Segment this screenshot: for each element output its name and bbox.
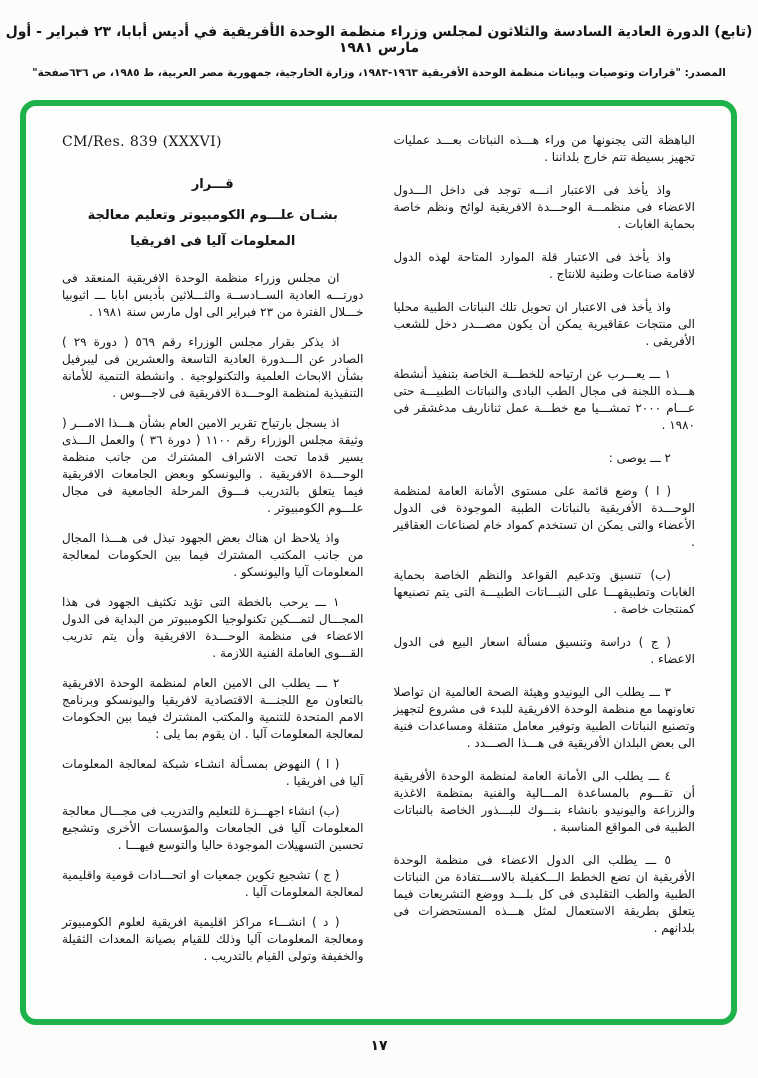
resolution-title-word: قـــرار <box>191 177 234 192</box>
paragraph: واذ يلاحظ ان هناك بعض الجهود تبذل فى هـــذا المجال من جانب المكتب المشترك فيما بين الحكومات لمعالجة المعلومات آليا واليونسكو . <box>62 531 364 580</box>
numbered-clause: ٥ ـــ يطلب الى الدول الاعضاء فى منظمة الوحدة الأفريقية ان تضع الخطط الـــكفيلة بالاســـتفادة من النباتات الطبية والطب التقليدى فى كل بلـــد ووضع التشريعات فيما يتعلق بطريقة الاستعمال لمثل هـــذه المستحضرات فى بلدانهم . <box>393 853 695 935</box>
sub-item: (ب) انشاء اجهـــزة للتعليم والتدريب فى مجـــال معالجة المعلومات آليا فى الجامعات والمؤسسات الأخرى وتشجيع تحسين التسهيلات الموجودة حاليا والتوسع فيهـــا . <box>62 804 364 853</box>
sub-item: ( ا ) النهوض بمسـألة انشـاء شبكة لمعالجة المعلومات آليا فى افريقيا . <box>62 757 364 789</box>
session-title: (تابع) الدورة العادية السادسة والثلاثون لمجلس وزراء منظمة الوحدة الأفريقية في أديس أبابا، ٢٣ فبراير - أول مارس ١٩٨١ <box>5 24 753 56</box>
right-column <box>394 132 696 1001</box>
sub-item: ( ا ) وضع قائمة على مستوى الأمانة العامة لمنظمة الوحـــدة الأفريقية بالنباتات الطبية الموجودة فى الدول الأعضاء والتى يمكن ان تستخدم كمواد خام لصناعات العقاقير . <box>393 484 695 549</box>
continuation-paragraph: الباهظة التى يجنونها من وراء هـــذه النباتات بعـــد عمليات تجهيز بسيطة تتم خارج بلداننا . <box>393 133 695 164</box>
numbered-clause: ٣ ـــ يطلب الى اليونيدو وهيئة الصحة العالمية ان تواصلا تعاونهما مع منظمة الوحدة الافريقية للبدء فى مشروع لتجهيز وتصنيع النباتات الطبية وتوفير معامل متنقلة ومساعدات فنية الى بعض البلدان الأفريقية فى هـــذا الصـــدد . <box>393 685 695 750</box>
paragraph: واذ يأخذ فى الاعتبار ان تحويل تلك النباتات الطبية محليا الى منتجات عقاقيرية يمكن أن يكون مصـــدر دخل للشعب الأفريقى . <box>393 300 695 348</box>
paragraph: واذ يأخذ فى الاعتبار قلة الموارد المتاحة لهذه الدول لاقامة صناعات وطنية للانتاج . <box>393 250 695 281</box>
sub-item: ( ج ) دراسة وتنسيق مسألة اسعار البيع فى الدول الاعضاء . <box>393 635 695 666</box>
left-column <box>62 132 364 1001</box>
numbered-clause: ٤ ـــ يطلب الى الأمانة العامة لمنظمة الوحدة الأفريقية أن تقـــوم بالمساعدة المـــالية والفنية بمنظمة الاغذية والزراعة واليونيدو بانشاء بنـــوك للبـــذور الخاصة بالنباتات الطبية فى المواقع المناسبة . <box>393 769 695 834</box>
numbered-clause: ٢ ـــ يوصى : <box>608 451 671 465</box>
page-header <box>0 24 758 79</box>
paragraph: اذ يذكر بقرار مجلس الوزراء رقم ٥٦٩ ( دورة ٢٩ ) الصادر عن الـــدورة العادية التاسعة والعشرين فى ليبرفيل بشأن الابحاث العلمية والتكنولوجية . وانشطة التنمية للأمانة التنفيذية لمنظمة الوحـــدة الافريقية فى لاجـــوس . <box>62 335 364 401</box>
page-number: ١٧ <box>370 1038 388 1054</box>
paragraph: واذ يأخذ فى الاعتبار انـــه توجد فى داخل الـــدول الاعضاء فى منظمـــة الوحـــدة الافريقية لوائح ونظم خاصة بحماية الغابات . <box>393 183 695 231</box>
numbered-clause: ١ ـــ يرحب بالخطة التى تؤيد تكثيف الجهود فى هذا المجـــال لتمـــكين تكنولوجيا الكومبيوتر من البداية فى الدول الاعضاء فى منظمة الوحـــدة الافريقية وأن يتم تدريب القـــوى العاملة الفنية اللازمة . <box>62 595 364 661</box>
sub-item: ( د ) انشـــاء مراكز اقليمية افريقية لعلوم الكومبيوتر ومعالجة المعلومات آليا وذلك للقيام بصيانة المعدات الثقيلة والخفيفة وتولى القيام بالتدريب . <box>62 915 364 964</box>
resolution-frame <box>20 100 737 1025</box>
sub-item: ( ج ) تشجيع تكوين جمعيات او اتحـــادات قومية واقليمية لمعالجة المعلومات آليا . <box>62 868 364 900</box>
resolution-code: CM/Res. 839 (XXXVI) <box>62 134 222 150</box>
paragraph: اذ يسجل بارتياح تقرير الامين العام بشأن هـــذا الامـــر ( وثيقة مجلس الوزراء رقم ١١٠٠ ( دورة ٣٦ ) والعمل الـــذى يسير قدما تحت الاشراف المشترك من جانب منظمة الوحـــدة الافريقية . واليونسكو وبعض الجامعات الافريقية فيما يتعلق بالتدريب فـــوق المرحلة الجامعية فى مجال علـــوم الكومبيوتر . <box>62 416 364 516</box>
numbered-clause: ١ ـــ يعـــرب عن ارتياحه للخطـــة الخاصة بتنفيذ أنشطة هـــذه اللجنة فى مجال الطب البادى والنباتات الطبيـــة حتى عـــام ٢٠٠٠ تمشـــيا مع خطـــة عمل ثناناريف مدغشقر فى ١٩٨٠ . <box>393 367 696 432</box>
resolution-title-line1: بشـان علـــوم الكومبيوتر وتعليم معالجة <box>87 208 338 224</box>
sub-item: (ب) تنسيق وتدعيم القواعد والنظم الخاصة بحماية الغابات وتطبيقهـــا على النبـــاتات الطبيـــة التى يتم تصنيعها كمنتجات خاصة . <box>393 568 695 616</box>
source-citation: المصدر: "قرارات وتوصيات وبيانات منظمة الوحدة الأفريقية ١٩٦٣-١٩٨٣، وزارة الخارجية، جمهورية مصر العربية، ط ١٩٨٥، ص ٦٣٦صفحة" <box>32 67 726 79</box>
numbered-clause: ٢ ـــ يطلب الى الامين العام لمنظمة الوحدة الافريقية بالتعاون مع اللجنـــة الاقتصادية لافريقيا واليونسكو وبرنامج الامم المتحدة للتنمية والمكتب المشترك فيما بين الحكومات لمعالجة المعلومات آليا . ان يقوم بما يلى : <box>62 676 364 742</box>
paragraph: ان مجلس وزراء منظمة الوحدة الافريقية المنعقد فى دورتـــه العادية الســادســة والثـــلاثين بأديس ابابا ـــ اثيوبيا خـــلال الفترة من ٢٣ فبراير الى اول مارس سنة ١٩٨١ . <box>62 271 364 320</box>
resolution-title-line2: المعلومات آليا فى افريقيا <box>130 233 296 249</box>
resolution-title <box>62 172 364 254</box>
